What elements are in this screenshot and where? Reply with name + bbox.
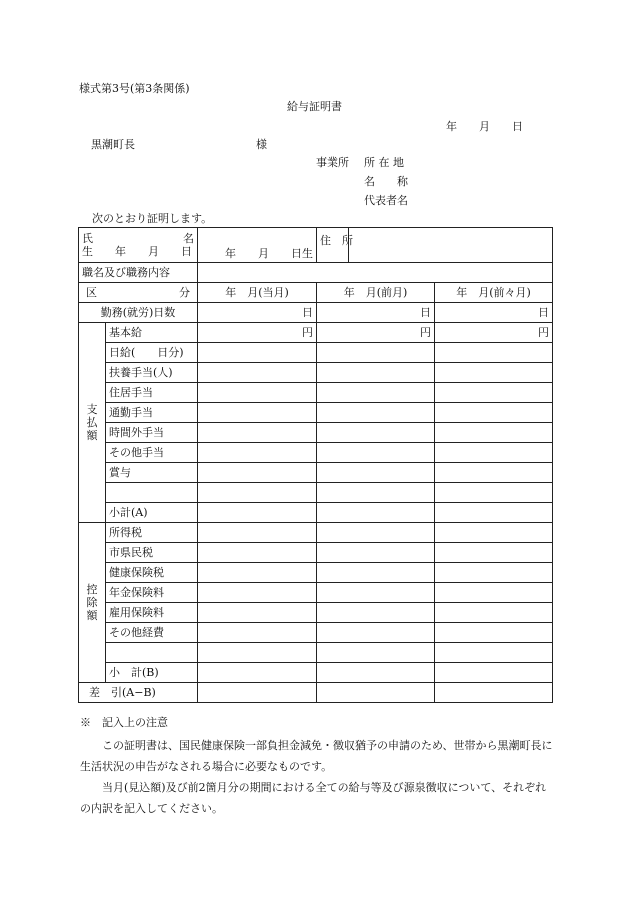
deduction-amount-current[interactable] <box>198 603 317 623</box>
address-value-cell[interactable] <box>349 228 553 263</box>
period-current: 年 月(当月) <box>198 283 317 303</box>
name-birth-label-cell <box>79 228 198 263</box>
deduction-row <box>79 563 553 583</box>
payment-amount-previous[interactable] <box>317 463 435 483</box>
deduction-item-label: 所得税 <box>106 523 198 543</box>
period-label-right: 分 <box>179 286 190 299</box>
job-label: 職名及び職務内容 <box>79 263 198 283</box>
payment-amount-current[interactable] <box>198 503 317 523</box>
deduction-item-label: 健康保険税 <box>106 563 198 583</box>
payment-item-label: 日給( 日分) <box>106 343 198 363</box>
deduction-item-label: 小 計(B) <box>106 663 198 683</box>
deduction-group-char: 控 <box>86 583 98 596</box>
addressee: 黒潮町長 <box>91 138 135 151</box>
name-birth-value-cell[interactable] <box>198 228 317 263</box>
deduction-amount-current[interactable] <box>198 543 317 563</box>
period-previous: 年 月(前月) <box>317 283 435 303</box>
deduction-item-label: 年金保険料 <box>106 583 198 603</box>
period-before-previous: 年 月(前々月) <box>435 283 553 303</box>
payment-item-label: 時間外手当 <box>106 423 198 443</box>
payment-amount-before-previous[interactable] <box>435 403 553 423</box>
payment-group-char: 支 <box>86 403 98 416</box>
deduction-amount-previous[interactable] <box>317 663 435 683</box>
address-label: 住 所 <box>317 228 349 263</box>
net-row <box>79 683 553 703</box>
deduction-amount-before-previous[interactable] <box>435 523 553 543</box>
period-row <box>79 283 553 303</box>
date-line: 年 月 日 <box>446 120 523 133</box>
payment-amount-before-previous[interactable]: 円 <box>435 323 553 343</box>
payment-row <box>79 483 553 503</box>
deduction-row <box>79 643 553 663</box>
deduction-amount-current[interactable] <box>198 583 317 603</box>
deduction-amount-current[interactable] <box>198 663 317 683</box>
deduction-item-label: 市県民税 <box>106 543 198 563</box>
document-title: 給与証明書 <box>287 100 342 113</box>
deduction-amount-before-previous[interactable] <box>435 543 553 563</box>
deduction-amount-current[interactable] <box>198 643 317 663</box>
deduction-amount-previous[interactable] <box>317 603 435 623</box>
deduction-amount-before-previous[interactable] <box>435 603 553 623</box>
deduction-amount-before-previous[interactable] <box>435 663 553 683</box>
birth-value: 年 月 日生 <box>225 247 313 260</box>
period-label-cell <box>79 283 198 303</box>
deduction-amount-before-previous[interactable] <box>435 623 553 643</box>
net-current[interactable] <box>198 683 317 703</box>
payment-amount-before-previous[interactable] <box>435 503 553 523</box>
period-label-left: 区 <box>86 286 97 299</box>
payment-amount-previous[interactable] <box>317 443 435 463</box>
birth-label: 生 年 月 日 <box>82 245 192 258</box>
payment-amount-previous[interactable] <box>317 423 435 443</box>
net-previous[interactable] <box>317 683 435 703</box>
payment-item-label: 基本給 <box>106 323 198 343</box>
workdays-current[interactable]: 日 <box>198 303 317 323</box>
deduction-group-char: 額 <box>86 609 98 622</box>
payment-amount-previous[interactable] <box>317 383 435 403</box>
payment-amount-previous[interactable]: 円 <box>317 323 435 343</box>
workdays-row <box>79 303 553 323</box>
payment-amount-previous[interactable] <box>317 483 435 503</box>
payment-amount-before-previous[interactable] <box>435 483 553 503</box>
note-paragraph-2: 当月(見込額)及び前2箇月分の期間における全ての給与等及び源泉徴収について、それぞれの内訳を記入してください。 <box>80 781 547 815</box>
name-birth-row <box>79 228 553 263</box>
deduction-amount-previous[interactable] <box>317 523 435 543</box>
deduction-amount-previous[interactable] <box>317 623 435 643</box>
deduction-row <box>79 603 553 623</box>
payment-amount-before-previous[interactable] <box>435 423 553 443</box>
office-label: 事業所 <box>316 156 349 169</box>
payment-amount-current[interactable] <box>198 463 317 483</box>
payment-row <box>79 403 553 423</box>
payment-amount-before-previous[interactable] <box>435 383 553 403</box>
deduction-item-label <box>106 643 198 663</box>
payment-amount-before-previous[interactable] <box>435 343 553 363</box>
payment-item-label: その他手当 <box>106 443 198 463</box>
job-row <box>79 263 553 283</box>
notes-body <box>80 735 554 819</box>
deduction-amount-previous[interactable] <box>317 643 435 663</box>
name-label-left: 氏 <box>82 232 93 245</box>
payment-amount-current[interactable] <box>198 423 317 443</box>
payment-amount-before-previous[interactable] <box>435 363 553 383</box>
workdays-label: 勤務(就労)日数 <box>79 303 198 323</box>
deduction-amount-before-previous[interactable] <box>435 583 553 603</box>
payment-row <box>79 343 553 363</box>
note-paragraph-1: この証明書は、国民健康保険一部負担金減免・徴収猶予の申請のため、世帯から黒潮町長に生活状況の申告がなされる場合に必要なものです。 <box>80 739 553 773</box>
payment-group-char: 額 <box>86 429 98 442</box>
salary-certificate-table <box>78 227 553 703</box>
deduction-amount-current[interactable] <box>198 563 317 583</box>
deduction-section <box>79 523 553 683</box>
form-number: 様式第3号(第3条関係) <box>79 82 190 95</box>
honorific: 様 <box>256 138 267 151</box>
payment-row <box>79 503 553 523</box>
payment-row <box>79 423 553 443</box>
deduction-amount-before-previous[interactable] <box>435 643 553 663</box>
payment-amount-previous[interactable] <box>317 403 435 423</box>
payment-amount-before-previous[interactable] <box>435 443 553 463</box>
deduction-row <box>79 663 553 683</box>
deduction-row <box>79 543 553 563</box>
payment-amount-previous[interactable] <box>317 503 435 523</box>
payment-row <box>79 463 553 483</box>
payment-amount-before-previous[interactable] <box>435 463 553 483</box>
deduction-amount-previous[interactable] <box>317 563 435 583</box>
deduction-row <box>79 623 553 643</box>
deduction-row <box>79 523 553 543</box>
deduction-amount-current[interactable] <box>198 623 317 643</box>
payment-row <box>79 443 553 463</box>
payment-amount-previous[interactable] <box>317 343 435 363</box>
deduction-amount-previous[interactable] <box>317 543 435 563</box>
payment-row <box>79 363 553 383</box>
workdays-previous[interactable]: 日 <box>317 303 435 323</box>
representative-label: 代表者名 <box>364 194 408 207</box>
payment-amount-current[interactable] <box>198 443 317 463</box>
payment-amount-current[interactable] <box>198 483 317 503</box>
job-value-cell[interactable] <box>198 263 553 283</box>
deduction-amount-current[interactable] <box>198 523 317 543</box>
payment-item-label: 扶養手当(人) <box>106 363 198 383</box>
net-before-previous[interactable] <box>435 683 553 703</box>
payment-section <box>79 323 553 523</box>
payment-item-label: 住居手当 <box>106 383 198 403</box>
net-label: 差 引(A−B) <box>79 683 198 703</box>
deduction-group-label <box>79 523 106 683</box>
payment-item-label: 小計(A) <box>106 503 198 523</box>
payment-amount-current[interactable]: 円 <box>198 323 317 343</box>
deduction-amount-previous[interactable] <box>317 583 435 603</box>
payment-amount-current[interactable] <box>198 343 317 363</box>
name-label-right: 名 <box>183 232 194 245</box>
deduction-group-char: 除 <box>86 596 98 609</box>
office-name-label: 名 称 <box>364 175 408 188</box>
deduction-item-label: 雇用保険料 <box>106 603 198 623</box>
deduction-amount-before-previous[interactable] <box>435 563 553 583</box>
payment-amount-current[interactable] <box>198 383 317 403</box>
payment-amount-current[interactable] <box>198 363 317 383</box>
notes-heading: ※ 記入上の注意 <box>80 716 168 729</box>
payment-item-label: 通勤手当 <box>106 403 198 423</box>
payment-item-label <box>106 483 198 503</box>
deduction-row <box>79 583 553 603</box>
payment-amount-current[interactable] <box>198 403 317 423</box>
office-address-label: 所 在 地 <box>364 156 404 169</box>
payment-item-label: 賞与 <box>106 463 198 483</box>
payment-group-char: 払 <box>86 416 98 429</box>
payment-group-label <box>79 323 106 523</box>
deduction-item-label: その他経費 <box>106 623 198 643</box>
intro-text: 次のとおり証明します。 <box>92 212 213 225</box>
payment-row <box>79 323 553 343</box>
payment-amount-previous[interactable] <box>317 363 435 383</box>
payment-row <box>79 383 553 403</box>
workdays-before-previous[interactable]: 日 <box>435 303 553 323</box>
